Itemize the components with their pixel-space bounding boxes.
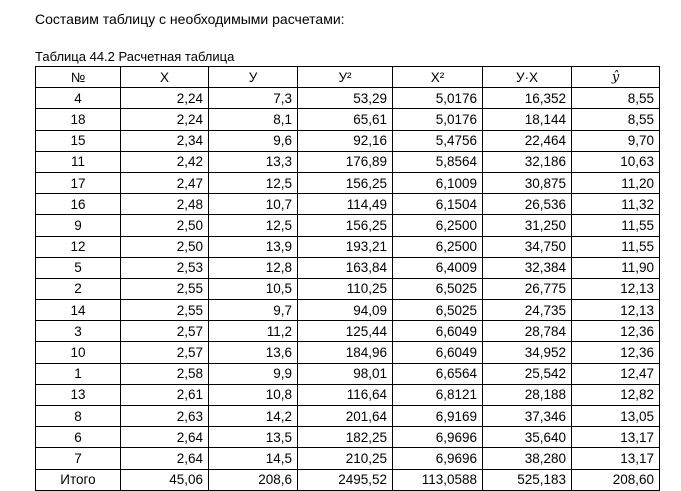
cell-y: 12,5 [209, 215, 298, 236]
cell-x-squared: 5,8564 [393, 151, 483, 172]
cell-y-times-x: 34,750 [483, 236, 572, 257]
cell-number: 1 [36, 363, 121, 384]
cell-y-squared: 163,84 [298, 257, 393, 278]
cell-number: 3 [36, 321, 121, 342]
cell-x: 2,61 [121, 384, 209, 405]
cell-y: 13,5 [209, 427, 298, 448]
cell-y-squared: 176,89 [298, 151, 393, 172]
cell-number: 2 [36, 278, 121, 299]
cell-y: 7,3 [209, 88, 298, 109]
cell-x: 2,57 [121, 342, 209, 363]
cell-number: 18 [36, 109, 121, 130]
cell-y: 12,5 [209, 172, 298, 193]
cell-y-hat: 10,63 [572, 151, 660, 172]
cell-y-hat: 11,55 [572, 236, 660, 257]
cell-y-hat: 12,36 [572, 342, 660, 363]
cell-x-squared: 6,4009 [393, 257, 483, 278]
cell-x-squared: 6,9696 [393, 427, 483, 448]
cell-y-squared: 114,49 [298, 194, 393, 215]
cell-y: 11,2 [209, 321, 298, 342]
cell-y-squared: 92,16 [298, 130, 393, 151]
cell-x: 2,57 [121, 321, 209, 342]
header-number: № [36, 67, 121, 88]
cell-x-squared: 6,6049 [393, 342, 483, 363]
cell-x: 2,63 [121, 406, 209, 427]
cell-y-times-x: 28,188 [483, 384, 572, 405]
table-row [36, 215, 660, 236]
cell-x: 2,58 [121, 363, 209, 384]
cell-x-squared: 6,9696 [393, 448, 483, 469]
table-row [36, 257, 660, 278]
cell-y-hat: 208,60 [572, 469, 660, 490]
cell-y-squared: 110,25 [298, 278, 393, 299]
table-row [36, 236, 660, 257]
table-row [36, 406, 660, 427]
table-row [36, 321, 660, 342]
table-header-row [36, 67, 660, 88]
cell-number: 16 [36, 194, 121, 215]
cell-y-hat: 12,13 [572, 278, 660, 299]
table-row [36, 363, 660, 384]
cell-y-squared: 94,09 [298, 300, 393, 321]
table-row [36, 88, 660, 109]
cell-y-squared: 65,61 [298, 109, 393, 130]
cell-y-hat: 13,17 [572, 448, 660, 469]
cell-number: 17 [36, 172, 121, 193]
header-x-squared: Х² [393, 67, 483, 88]
cell-y-times-x: 22,464 [483, 130, 572, 151]
cell-x: 2,34 [121, 130, 209, 151]
header-y-times-x: У·Х [483, 67, 572, 88]
header-y-squared: У² [298, 67, 393, 88]
cell-y-squared: 182,25 [298, 427, 393, 448]
cell-x-squared: 6,8121 [393, 384, 483, 405]
cell-y-squared: 210,25 [298, 448, 393, 469]
cell-number: 7 [36, 448, 121, 469]
cell-x-squared: 5,4756 [393, 130, 483, 151]
cell-y-times-x: 18,144 [483, 109, 572, 130]
cell-y: 13,3 [209, 151, 298, 172]
cell-y-hat: 11,55 [572, 215, 660, 236]
cell-y: 14,2 [209, 406, 298, 427]
table-row [36, 278, 660, 299]
cell-x-squared: 6,1504 [393, 194, 483, 215]
cell-x: 45,06 [121, 469, 209, 490]
cell-x: 2,64 [121, 427, 209, 448]
cell-y-hat: 9,70 [572, 130, 660, 151]
table-row [36, 194, 660, 215]
cell-y: 9,9 [209, 363, 298, 384]
cell-x: 2,47 [121, 172, 209, 193]
cell-y-squared: 116,64 [298, 384, 393, 405]
cell-x-squared: 6,5025 [393, 278, 483, 299]
cell-y-squared: 156,25 [298, 215, 393, 236]
cell-y-times-x: 37,346 [483, 406, 572, 427]
cell-number: 6 [36, 427, 121, 448]
cell-y-squared: 98,01 [298, 363, 393, 384]
cell-y-times-x: 26,536 [483, 194, 572, 215]
cell-y-times-x: 32,186 [483, 151, 572, 172]
table-row [36, 172, 660, 193]
intro-text: Составим таблицу с необходимыми расчетами: [35, 11, 345, 27]
cell-y-squared: 125,44 [298, 321, 393, 342]
cell-y-times-x: 24,735 [483, 300, 572, 321]
cell-x-squared: 6,1009 [393, 172, 483, 193]
table-row [36, 109, 660, 130]
cell-y: 8,1 [209, 109, 298, 130]
header-y-hat: ŷ [572, 67, 660, 88]
cell-y-times-x: 525,183 [483, 469, 572, 490]
cell-y-hat: 13,17 [572, 427, 660, 448]
cell-y: 10,7 [209, 194, 298, 215]
cell-x-squared: 6,9169 [393, 406, 483, 427]
table-row [36, 300, 660, 321]
table-caption: Таблица 44.2 Расчетная таблица [35, 49, 235, 64]
cell-y: 12,8 [209, 257, 298, 278]
cell-y-hat: 8,55 [572, 109, 660, 130]
table-row [36, 130, 660, 151]
cell-y-times-x: 38,280 [483, 448, 572, 469]
cell-y-hat: 11,32 [572, 194, 660, 215]
table-body [36, 88, 660, 491]
cell-y-hat: 12,13 [572, 300, 660, 321]
cell-y-hat: 8,55 [572, 88, 660, 109]
cell-x: 2,55 [121, 278, 209, 299]
cell-y-hat: 12,36 [572, 321, 660, 342]
cell-x: 2,24 [121, 88, 209, 109]
table-row [36, 384, 660, 405]
cell-number: 8 [36, 406, 121, 427]
cell-number: 13 [36, 384, 121, 405]
cell-x: 2,24 [121, 109, 209, 130]
cell-number: 11 [36, 151, 121, 172]
cell-x-squared: 6,6564 [393, 363, 483, 384]
cell-y-squared: 156,25 [298, 172, 393, 193]
cell-x-squared: 6,6049 [393, 321, 483, 342]
cell-y-times-x: 28,784 [483, 321, 572, 342]
table-total-row [36, 469, 660, 490]
cell-y: 10,8 [209, 384, 298, 405]
cell-y: 9,6 [209, 130, 298, 151]
cell-x: 2,53 [121, 257, 209, 278]
cell-y-times-x: 35,640 [483, 427, 572, 448]
cell-x: 2,42 [121, 151, 209, 172]
cell-y-times-x: 31,250 [483, 215, 572, 236]
cell-x: 2,55 [121, 300, 209, 321]
cell-y-times-x: 32,384 [483, 257, 572, 278]
cell-y-squared: 184,96 [298, 342, 393, 363]
cell-y-times-x: 26,775 [483, 278, 572, 299]
cell-x-squared: 5,0176 [393, 88, 483, 109]
cell-y: 14,5 [209, 448, 298, 469]
cell-y: 13,6 [209, 342, 298, 363]
cell-number: 5 [36, 257, 121, 278]
cell-y-times-x: 30,875 [483, 172, 572, 193]
cell-y-times-x: 25,542 [483, 363, 572, 384]
cell-x-squared: 6,2500 [393, 236, 483, 257]
cell-y-squared: 201,64 [298, 406, 393, 427]
cell-number: 12 [36, 236, 121, 257]
cell-y-times-x: 16,352 [483, 88, 572, 109]
cell-y: 13,9 [209, 236, 298, 257]
header-y: У [209, 67, 298, 88]
cell-y-hat: 11,90 [572, 257, 660, 278]
cell-y-times-x: 34,952 [483, 342, 572, 363]
cell-x-squared: 5,0176 [393, 109, 483, 130]
cell-y-squared: 53,29 [298, 88, 393, 109]
cell-number: Итого [36, 469, 121, 490]
calculation-table [35, 66, 660, 491]
cell-y-hat: 12,47 [572, 363, 660, 384]
cell-number: 15 [36, 130, 121, 151]
cell-y-squared: 193,21 [298, 236, 393, 257]
table-row [36, 427, 660, 448]
cell-y: 9,7 [209, 300, 298, 321]
cell-x: 2,50 [121, 215, 209, 236]
cell-y-hat: 13,05 [572, 406, 660, 427]
cell-x-squared: 113,0588 [393, 469, 483, 490]
cell-x-squared: 6,5025 [393, 300, 483, 321]
cell-y-hat: 11,20 [572, 172, 660, 193]
header-x: X [121, 67, 209, 88]
cell-y-hat: 12,82 [572, 384, 660, 405]
cell-y: 10,5 [209, 278, 298, 299]
cell-y: 208,6 [209, 469, 298, 490]
cell-x: 2,64 [121, 448, 209, 469]
cell-number: 14 [36, 300, 121, 321]
table-row [36, 448, 660, 469]
cell-number: 10 [36, 342, 121, 363]
table-row [36, 151, 660, 172]
cell-number: 4 [36, 88, 121, 109]
table-row [36, 342, 660, 363]
cell-number: 9 [36, 215, 121, 236]
cell-x-squared: 6,2500 [393, 215, 483, 236]
cell-y-squared: 2495,52 [298, 469, 393, 490]
cell-x: 2,50 [121, 236, 209, 257]
cell-x: 2,48 [121, 194, 209, 215]
